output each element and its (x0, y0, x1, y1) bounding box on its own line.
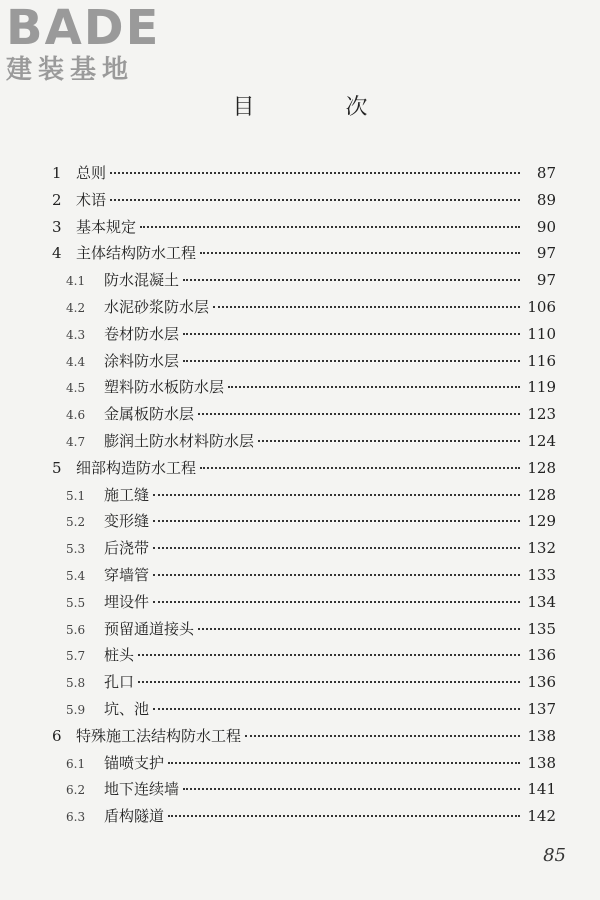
toc-entry[interactable] (52, 482, 556, 509)
dot-leader (228, 386, 520, 388)
dot-leader (140, 226, 520, 228)
toc-entry-page: 110 (527, 324, 556, 343)
toc-entry-number: 5 (52, 458, 62, 477)
dot-leader (213, 306, 520, 308)
toc-entry-label: 水泥砂浆防水层 (104, 297, 210, 316)
toc-entry-number: 3 (52, 217, 62, 236)
toc-entry[interactable] (52, 348, 556, 375)
toc-entry-number: 4 (52, 244, 62, 263)
toc-entry-page: 124 (527, 431, 556, 450)
toc-entry-page: 138 (527, 726, 556, 745)
toc-entry[interactable] (52, 642, 556, 669)
toc-entry-page: 116 (527, 351, 556, 370)
toc-entry-number: 6.2 (66, 783, 86, 798)
dot-leader (245, 735, 520, 737)
dot-leader (153, 520, 520, 522)
toc-entry-label: 后浇带 (104, 539, 150, 558)
toc-entry-page: 129 (527, 512, 556, 531)
dot-leader (153, 708, 520, 710)
toc-entry-page: 135 (527, 619, 556, 638)
dot-leader (153, 494, 520, 496)
toc-entry-page: 136 (527, 673, 556, 692)
toc-entry[interactable] (52, 803, 556, 830)
dot-leader (153, 574, 520, 576)
dot-leader (138, 681, 520, 683)
toc-entry-number: 4.3 (66, 327, 86, 342)
toc-entry-page: 97 (536, 244, 556, 263)
toc-entry-page: 90 (536, 217, 556, 236)
toc-entry[interactable] (52, 428, 556, 455)
toc-entry[interactable] (52, 669, 556, 696)
toc-entry-label: 防水混凝土 (104, 271, 180, 290)
dot-leader (200, 252, 520, 254)
toc-entry[interactable] (52, 776, 556, 803)
toc-entry[interactable] (52, 187, 556, 214)
toc-entry[interactable] (52, 562, 556, 589)
dot-leader (153, 547, 520, 549)
toc-entry-number: 5.8 (66, 676, 86, 691)
toc-entry[interactable] (52, 535, 556, 562)
toc-entry-label: 盾构隧道 (104, 807, 165, 826)
toc-entry-number: 1 (52, 164, 62, 182)
dot-leader (183, 333, 520, 335)
logo (6, 2, 174, 94)
toc-entry-number: 6.1 (66, 756, 86, 771)
dot-leader (198, 628, 520, 630)
toc-entry-label: 桩头 (104, 646, 135, 665)
toc-entry-number: 4.5 (66, 381, 86, 396)
toc-entry-label: 术语 (76, 190, 107, 209)
toc-entry[interactable] (52, 696, 556, 723)
toc-entry-page: 128 (527, 485, 556, 504)
logo-text: BADE (6, 0, 161, 56)
toc-entry-page: 137 (527, 699, 556, 718)
dot-leader (183, 279, 520, 281)
toc-entry[interactable] (52, 723, 556, 750)
toc-entry[interactable] (52, 374, 556, 401)
toc-entry[interactable] (52, 589, 556, 616)
dot-leader (198, 413, 520, 415)
dot-leader (110, 172, 520, 174)
logo-subtext: 建装基地 (6, 55, 135, 85)
dot-leader (168, 762, 520, 764)
toc-entry-number: 5.5 (66, 595, 86, 610)
toc-entry[interactable] (52, 267, 556, 294)
toc-entry-number: 4.1 (66, 274, 86, 289)
toc-entry-number: 5.7 (66, 649, 86, 664)
toc-entry-number: 4.7 (66, 434, 86, 449)
toc-entry[interactable] (52, 160, 556, 187)
toc-entry-number: 5.1 (66, 488, 86, 503)
toc-entry-number: 5.3 (66, 542, 86, 557)
toc-entry-label: 地下连续墙 (104, 780, 180, 799)
toc-entry-page: 119 (527, 378, 556, 397)
toc-entry-number: 5.9 (66, 702, 86, 717)
toc-entry-label: 穿墙管 (104, 565, 150, 584)
toc-entry-page: 141 (527, 780, 556, 799)
toc-entry[interactable] (52, 214, 556, 241)
toc-entry-page: 97 (536, 271, 556, 290)
toc-entry-page: 134 (527, 592, 556, 611)
toc-entry-page: 142 (527, 807, 556, 826)
toc-entry-page: 132 (527, 539, 556, 558)
toc-entry-page: 123 (527, 405, 556, 424)
toc-entry-page: 106 (527, 297, 556, 316)
toc-entry-page: 128 (527, 458, 556, 477)
dot-leader (258, 440, 520, 442)
dot-leader (138, 654, 520, 656)
toc-entry[interactable] (52, 750, 556, 777)
toc-entry-label: 主体结构防水工程 (76, 244, 197, 263)
toc-entry-page: 136 (527, 646, 556, 665)
table-of-contents (52, 160, 556, 830)
toc-entry-number: 6.3 (66, 810, 86, 825)
toc-entry-label: 变形缝 (104, 512, 150, 531)
toc-entry[interactable] (52, 616, 556, 643)
toc-entry[interactable] (52, 455, 556, 482)
toc-entry-label: 塑料防水板防水层 (104, 378, 225, 397)
toc-entry-label: 涂料防水层 (104, 351, 180, 370)
dot-leader (200, 467, 520, 469)
dot-leader (153, 601, 520, 603)
toc-entry-number: 5.6 (66, 622, 86, 637)
toc-entry-page: 87 (536, 164, 556, 182)
toc-entry-page: 89 (536, 190, 556, 209)
toc-entry-label: 坑、池 (104, 699, 150, 718)
toc-entry[interactable] (52, 321, 556, 348)
toc-entry-label: 金属板防水层 (104, 405, 195, 424)
toc-entry[interactable] (52, 401, 556, 428)
toc-entry-number: 4.4 (66, 354, 86, 369)
toc-entry-number: 6 (52, 726, 62, 745)
toc-entry-label: 特殊施工法结构防水工程 (76, 726, 242, 745)
toc-entry[interactable] (52, 294, 556, 321)
toc-entry-label: 卷材防水层 (104, 324, 180, 343)
toc-entry-label: 孔口 (104, 673, 135, 692)
toc-entry-label: 埋设件 (104, 592, 150, 611)
toc-entry-number: 5.4 (66, 568, 86, 583)
toc-entry-label: 锚喷支护 (104, 753, 165, 772)
toc-entry-label: 基本规定 (76, 217, 137, 236)
toc-entry-number: 5.2 (66, 515, 86, 530)
toc-entry-label: 细部构造防水工程 (76, 458, 197, 477)
page-title: 目 次 (232, 95, 410, 120)
toc-entry-label: 膨润土防水材料防水层 (104, 431, 255, 450)
toc-entry-page: 133 (527, 565, 556, 584)
toc-entry-label: 总则 (76, 164, 107, 182)
dot-leader (168, 815, 520, 817)
toc-entry-number: 2 (52, 190, 62, 209)
toc-entry-page: 138 (527, 753, 556, 772)
dot-leader (183, 788, 520, 790)
toc-entry[interactable] (52, 240, 556, 267)
dot-leader (110, 199, 520, 201)
page-number: 85 (543, 845, 566, 866)
toc-entry-label: 施工缝 (104, 485, 150, 504)
toc-entry-label: 预留通道接头 (104, 619, 195, 638)
toc-entry-number: 4.2 (66, 300, 86, 315)
toc-entry-number: 4.6 (66, 408, 86, 423)
toc-entry[interactable] (52, 508, 556, 535)
dot-leader (183, 360, 520, 362)
